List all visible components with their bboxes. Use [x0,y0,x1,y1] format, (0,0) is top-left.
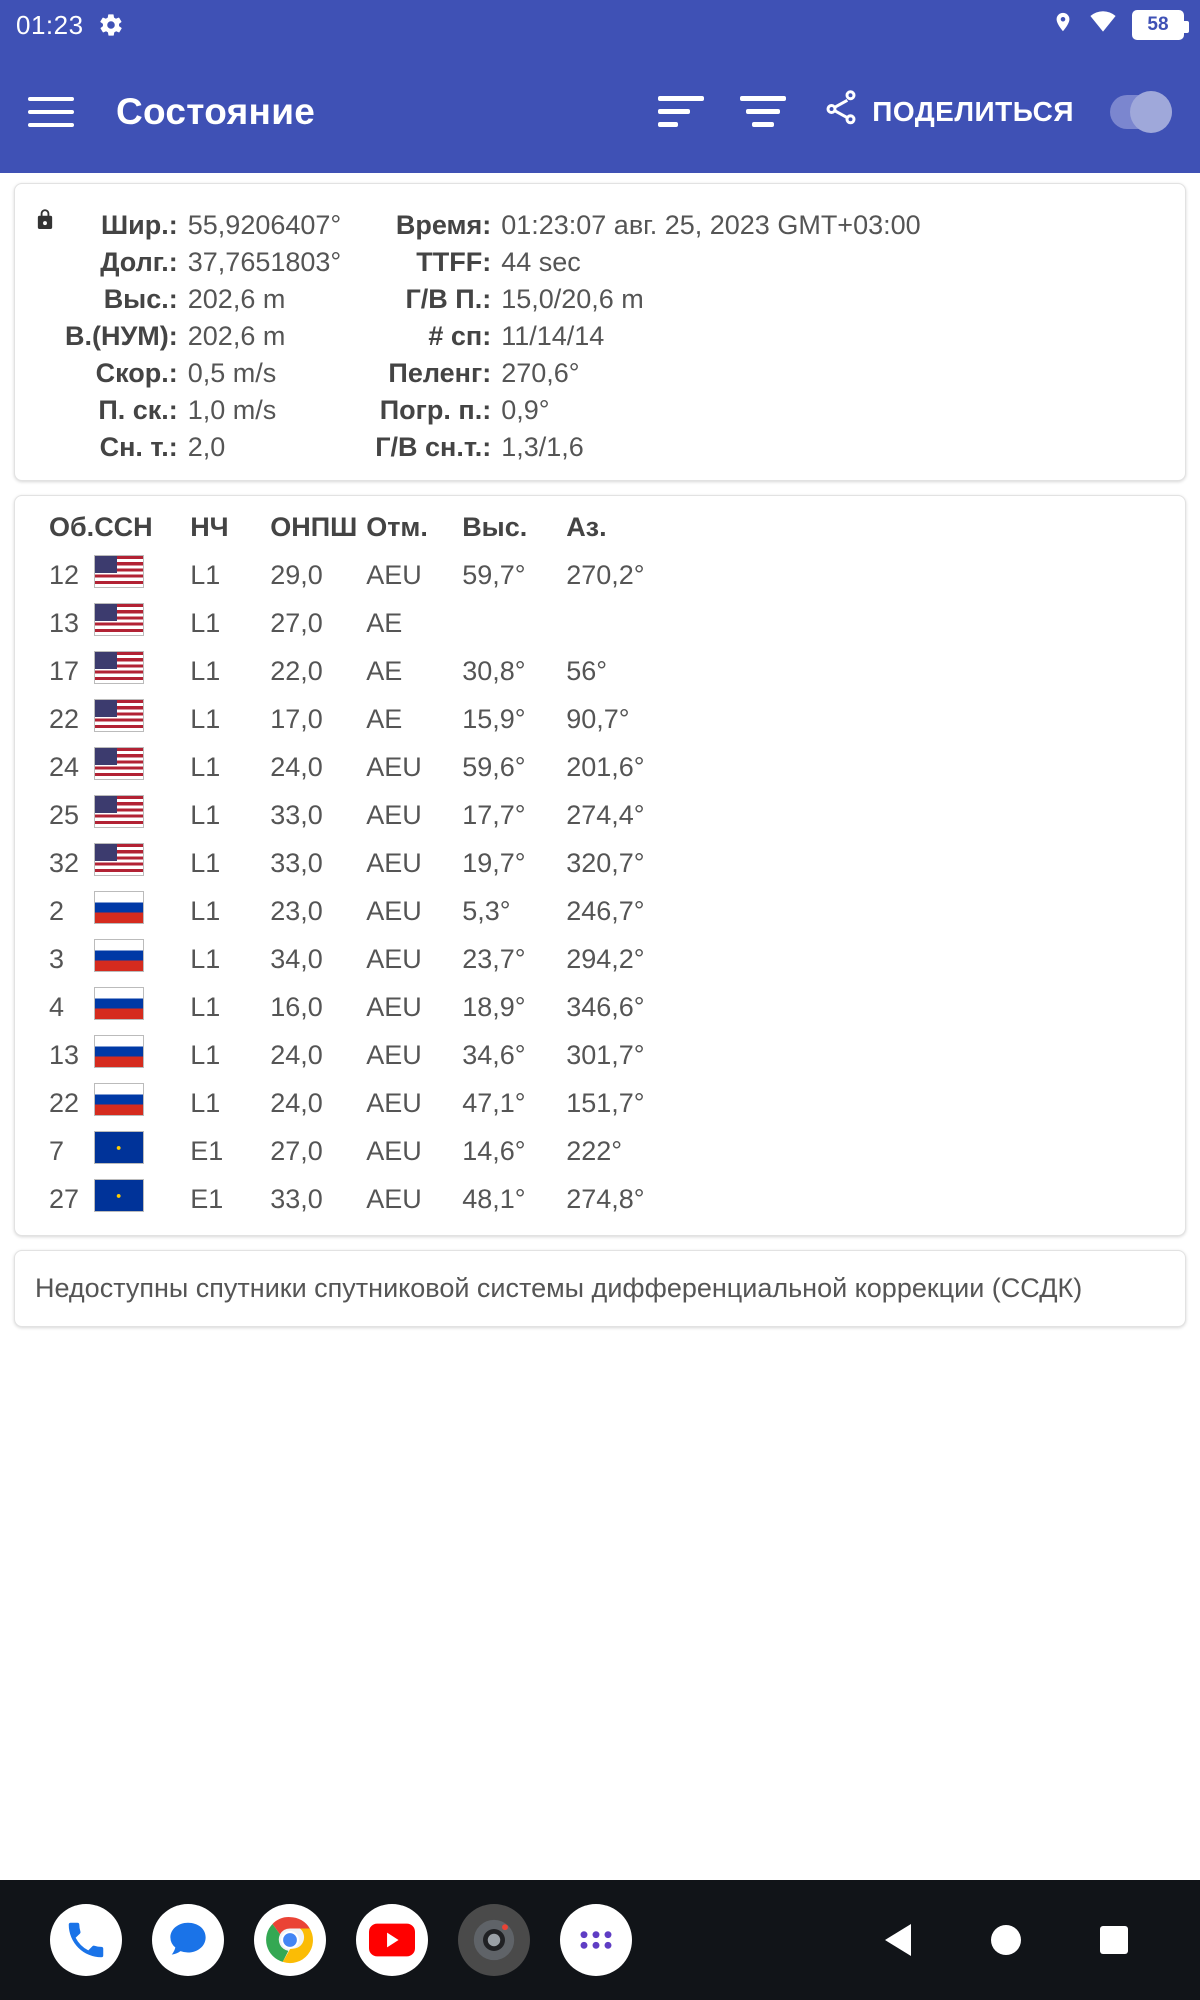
fix-value: 202,6 m [187,284,286,314]
table-row [15,839,1185,887]
share-icon [822,90,860,133]
satellite-id: 7 [49,1135,65,1166]
share-label: ПОДЕЛИТЬСЯ [872,95,1074,127]
satellite-id: 24 [49,751,80,782]
satellite-elevation: 18,9° [462,991,526,1022]
phone-app-icon[interactable] [50,1904,122,1976]
satellite-band: L1 [190,751,221,782]
table-row [15,983,1185,1031]
satellite-table-card [14,495,1186,1236]
fix-value: 270,6° [501,358,580,388]
constellation-flag [94,935,190,983]
satellite-band: L1 [190,1087,221,1118]
us-flag-icon [94,651,144,684]
spacer-cell [25,429,65,466]
chrome-app-icon[interactable] [254,1904,326,1976]
satellite-band: L1 [190,607,221,638]
satellite-cn0: 22,0 [270,655,323,686]
table-row [25,355,955,392]
constellation-flag [94,695,190,743]
satellite-id: 22 [49,1087,80,1118]
fix-value: 1,3/1,6 [501,432,584,462]
table-row [15,887,1185,935]
satellite-azimuth: 301,7° [566,1039,645,1070]
recents-nav-icon[interactable] [1096,1922,1132,1958]
satellite-band: L1 [190,703,221,734]
table-row [15,695,1185,743]
fix-value: 2,0 [187,432,226,462]
satellite-band: L1 [190,991,221,1022]
lock-icon [25,200,65,244]
satellite-cn0: 27,0 [270,1135,323,1166]
satellite-elevation: 17,7° [462,799,526,830]
satellite-azimuth: 274,4° [566,799,645,830]
satellite-elevation: 15,9° [462,703,526,734]
youtube-app-icon[interactable] [356,1904,428,1976]
satellite-elevation: 19,7° [462,847,526,878]
status-bar [0,0,1200,50]
satellite-cn0: 24,0 [270,751,323,782]
fix-value: 202,6 m [187,321,286,351]
spacer-cell [25,392,65,429]
column-header-id: Об. [49,512,95,542]
constellation-flag [94,791,190,839]
ru-flag-icon [94,1035,144,1068]
satellite-band: L1 [190,559,221,590]
table-row [15,599,1185,647]
spacer-cell [25,281,65,318]
satellite-azimuth [566,599,1185,647]
table-row [25,281,955,318]
ru-flag-icon [94,987,144,1020]
fix-value: 11/14/14 [501,321,605,351]
satellite-flags: AEU [366,559,422,590]
table-row [15,1127,1185,1175]
fix-label: Скор.: [95,358,178,388]
constellation-flag [94,1175,190,1223]
fix-value: 44 sec [501,247,581,277]
location-pin-icon [1052,8,1074,43]
column-header-band: НЧ [190,512,229,542]
satellite-elevation: 23,7° [462,943,526,974]
app-dock [40,1904,880,1976]
satellite-cn0: 34,0 [270,943,323,974]
table-header-row [15,510,1185,551]
sort-descending-icon[interactable] [658,96,704,127]
fix-value: 15,0/20,6 m [501,284,644,314]
satellite-elevation [462,599,566,647]
table-row [25,244,955,281]
filter-icon[interactable] [740,96,786,127]
satellite-band: L1 [190,943,221,974]
table-row [25,429,955,466]
satellite-id: 13 [49,1039,80,1070]
hamburger-menu-icon[interactable] [28,97,74,127]
satellite-cn0: 17,0 [270,703,323,734]
satellite-azimuth: 151,7° [566,1087,645,1118]
gear-icon[interactable] [98,12,124,38]
satellite-azimuth: 246,7° [566,895,645,926]
satellite-flags: AE [366,655,403,686]
satellite-band: L1 [190,799,221,830]
fix-label: # сп: [428,321,492,351]
fix-value: 1,0 m/s [187,395,277,425]
satellite-azimuth: 270,2° [566,559,645,590]
app-drawer-icon[interactable] [560,1904,632,1976]
column-header-elevation: Выс. [462,512,528,542]
satellite-id: 17 [49,655,80,686]
fix-label: Сн. т.: [99,432,178,462]
satellite-band: L1 [190,1039,221,1070]
ru-flag-icon [94,1083,144,1116]
column-header-cn0: ОНПШ [270,512,358,542]
satellite-band: L1 [190,655,221,686]
table-row [15,791,1185,839]
status-icons [1052,8,1184,43]
satellite-elevation: 5,3° [462,895,511,926]
satellite-flags: AEU [366,991,422,1022]
satellite-azimuth: 222° [566,1135,623,1166]
satellite-band: L1 [190,847,221,878]
satellite-azimuth: 346,6° [566,991,645,1022]
ru-flag-icon [94,891,144,924]
constellation-flag [94,551,190,599]
us-flag-icon [94,699,144,732]
fix-label: П. ск.: [98,395,178,425]
status-badge [1132,10,1184,40]
satellite-flags: AEU [366,1135,422,1166]
satellite-id: 32 [49,847,80,878]
satellite-cn0: 24,0 [270,1087,323,1118]
spacer-cell [25,355,65,392]
table-row [15,647,1185,695]
satellite-elevation: 59,7° [462,559,526,590]
fix-label: Время: [395,210,492,240]
satellite-flags: AEU [366,847,422,878]
constellation-flag [94,839,190,887]
page-title: Состояние [116,90,316,132]
satellite-id: 4 [49,991,65,1022]
satellite-rows [15,551,1185,1223]
status-clock: 01:23 [16,9,84,40]
fix-label: TTFF: [416,247,492,277]
satellite-cn0: 33,0 [270,1183,323,1214]
battery-level-text: 58 [1147,14,1169,35]
table-row [15,1175,1185,1223]
table-row [25,200,955,244]
satellite-id: 12 [49,559,80,590]
ru-flag-icon [94,939,144,972]
satellite-table [15,510,1185,1223]
fix-value: 0,9° [501,395,550,425]
satellite-cn0: 16,0 [270,991,323,1022]
fix-value: 01:23:07 авг. 25, 2023 GMT+03:00 [501,210,921,240]
us-flag-icon [94,747,144,780]
eu-flag-icon [94,1131,144,1164]
satellite-cn0: 27,0 [270,607,323,638]
fix-label: Погр. п.: [379,395,492,425]
fix-label: Пеленг: [388,358,492,388]
satellite-flags: AEU [366,943,422,974]
satellite-elevation: 47,1° [462,1087,526,1118]
satellite-band: E1 [190,1183,224,1214]
column-header-flags: Отм. [366,512,428,542]
sbas-notice-card [14,1250,1186,1327]
satellite-id: 25 [49,799,80,830]
constellation-flag [94,887,190,935]
satellite-cn0: 24,0 [270,1039,323,1070]
messages-app-icon[interactable] [152,1904,224,1976]
table-row [25,392,955,429]
constellation-flag [94,1127,190,1175]
column-header-constellation: ССН [94,512,153,542]
satellite-elevation: 48,1° [462,1183,526,1214]
constellation-flag [94,743,190,791]
spacer-cell [25,318,65,355]
satellite-flags: AEU [366,1039,422,1070]
constellation-flag [94,647,190,695]
fix-info-table [25,200,955,466]
satellite-flags: AEU [366,751,422,782]
status-toggle-switch[interactable] [1110,95,1172,129]
table-row [15,935,1185,983]
fix-label: Долг.: [100,247,178,277]
satellite-band: E1 [190,1135,224,1166]
fix-value: 55,9206407° [187,210,342,240]
fix-label: В.(НУМ): [65,321,178,351]
share-button[interactable] [822,90,1074,133]
satellite-cn0: 33,0 [270,847,323,878]
satellite-id: 13 [49,607,80,638]
satellite-azimuth: 201,6° [566,751,645,782]
fix-value: 37,7651803° [187,247,342,277]
satellite-azimuth: 274,8° [566,1183,645,1214]
satellite-band: L1 [190,895,221,926]
satellite-azimuth: 90,7° [566,703,630,734]
fix-info-card [14,183,1186,481]
satellite-cn0: 23,0 [270,895,323,926]
satellite-id: 3 [49,943,65,974]
satellite-flags: AEU [366,1087,422,1118]
satellite-flags: AE [366,607,403,638]
satellite-azimuth: 56° [566,655,608,686]
spacer-cell [25,244,65,281]
app-bar-actions [658,90,1172,133]
sbas-notice-text: Недоступны спутники спутниковой системы дифференциальной коррекции (ССДК) [35,1273,1083,1303]
table-row [15,551,1185,599]
wifi-icon [1088,10,1118,41]
camera-app-icon[interactable] [458,1904,530,1976]
fix-label: Выс.: [103,284,178,314]
satellite-elevation: 30,8° [462,655,526,686]
fix-value: 0,5 m/s [187,358,277,388]
fix-label: Шир.: [101,210,178,240]
constellation-flag [94,1031,190,1079]
satellite-elevation: 34,6° [462,1039,526,1070]
satellite-flags: AE [366,703,403,734]
app-bar [0,50,1200,173]
fix-label: Г/В П.: [405,284,492,314]
satellite-cn0: 33,0 [270,799,323,830]
satellite-elevation: 59,6° [462,751,526,782]
us-flag-icon [94,603,144,636]
constellation-flag [94,983,190,1031]
eu-flag-icon [94,1179,144,1212]
satellite-flags: AEU [366,1183,422,1214]
us-flag-icon [94,795,144,828]
table-row [15,743,1185,791]
satellite-id: 27 [49,1183,80,1214]
satellite-id: 2 [49,895,65,926]
satellite-cn0: 29,0 [270,559,323,590]
column-header-azimuth: Аз. [566,512,607,542]
constellation-flag [94,599,190,647]
satellite-flags: AEU [366,895,422,926]
satellite-id: 22 [49,703,80,734]
us-flag-icon [94,843,144,876]
table-row [15,1031,1185,1079]
us-flag-icon [94,555,144,588]
table-row [25,318,955,355]
nav-keys [880,1922,1160,1958]
satellite-azimuth: 320,7° [566,847,645,878]
satellite-flags: AEU [366,799,422,830]
fix-label: Г/В сн.т.: [375,432,492,462]
home-nav-icon[interactable] [988,1922,1024,1958]
satellite-elevation: 14,6° [462,1135,526,1166]
constellation-flag [94,1079,190,1127]
system-nav-bar [0,1880,1200,2000]
table-row [15,1079,1185,1127]
satellite-azimuth: 294,2° [566,943,645,974]
main-content [0,173,1200,1880]
back-nav-icon[interactable] [880,1922,916,1958]
